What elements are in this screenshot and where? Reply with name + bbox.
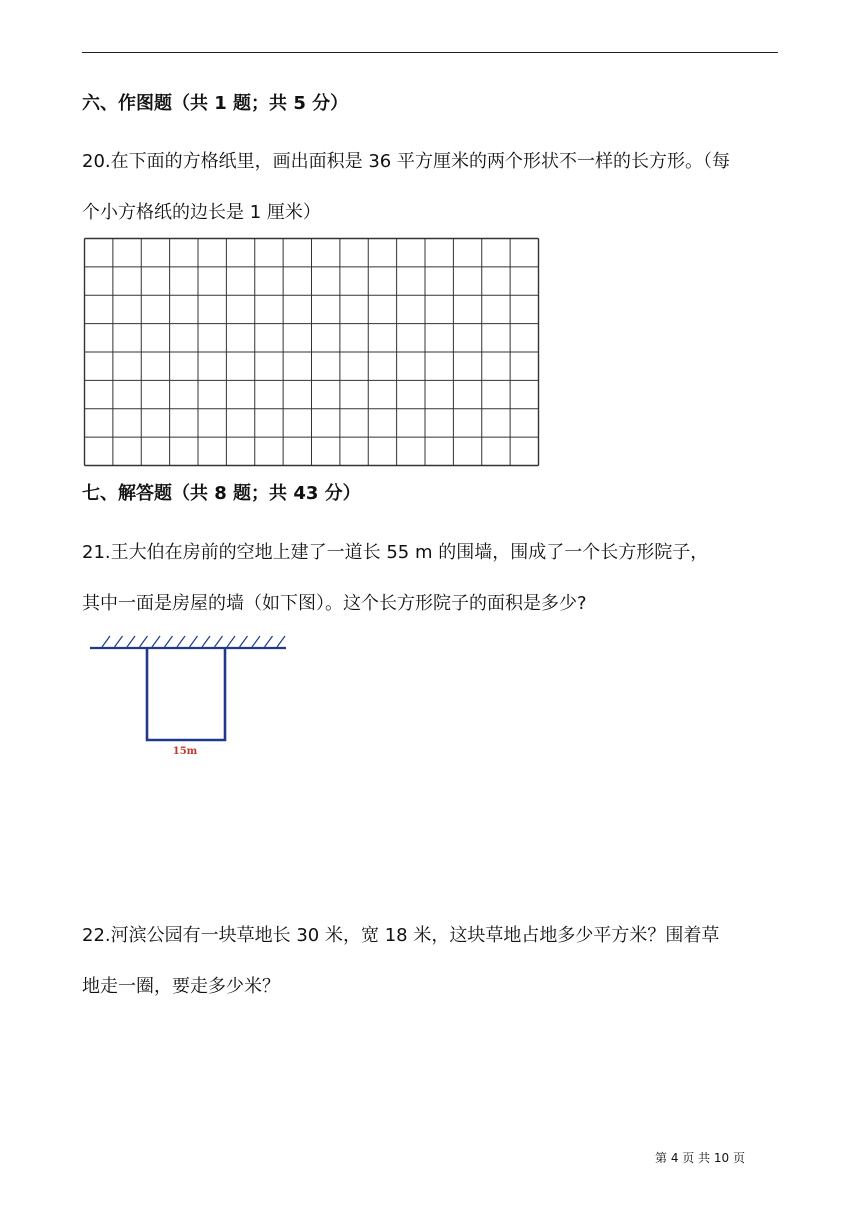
hatch-mark (165, 636, 173, 647)
hatch-mark (265, 636, 273, 647)
hatch-mark (115, 636, 123, 647)
yard-figure (88, 630, 293, 760)
question-21 (82, 527, 782, 629)
question-20-line-1: 20.在下面的方格纸里，画出面积是 36 平方厘米的两个形状不一样的长方形。（每 (82, 151, 730, 172)
question-22-line-1: 22.河滨公园有一块草地长 30 米，宽 18 米，这块草地占地多少平方米？围着草 (82, 925, 720, 946)
section-7-heading: 七、解答题（共 8 题；共 43 分） (82, 483, 361, 504)
section-6-heading: 六、作图题（共 1 题；共 5 分） (82, 93, 349, 114)
question-22-line-2: 地走一圈，要走多少米？ (82, 976, 280, 997)
question-20 (82, 136, 782, 238)
hatch-mark (215, 636, 223, 647)
hatch-mark (190, 636, 198, 647)
question-21-line-1: 21.王大伯在房前的空地上建了一道长 55 m 的围墙，围成了一个长方形院子， (82, 542, 709, 563)
hatch-mark (152, 636, 160, 647)
question-20-line-2: 个小方格纸的边长是 1 厘米） (82, 202, 321, 223)
hatch-mark (202, 636, 210, 647)
hatch-mark (127, 636, 135, 647)
hatch-mark (240, 636, 248, 647)
hatch-mark (277, 636, 285, 647)
hatch-mark (140, 636, 148, 647)
fence-length-label: 15m (172, 746, 198, 757)
hatch-mark (177, 636, 185, 647)
page-number-footer: 第 4 页 共 10 页 (655, 1151, 745, 1165)
question-22 (82, 910, 782, 1012)
grid-paper[interactable] (83, 237, 540, 467)
hatch-mark (227, 636, 235, 647)
hatch-mark (252, 636, 260, 647)
hatch-mark (102, 636, 110, 647)
header-rule (82, 52, 778, 53)
question-21-line-2: 其中一面是房屋的墙（如下图）。这个长方形院子的面积是多少? (82, 593, 587, 614)
fence-outline (147, 648, 225, 740)
house-wall-hatching (102, 636, 285, 647)
